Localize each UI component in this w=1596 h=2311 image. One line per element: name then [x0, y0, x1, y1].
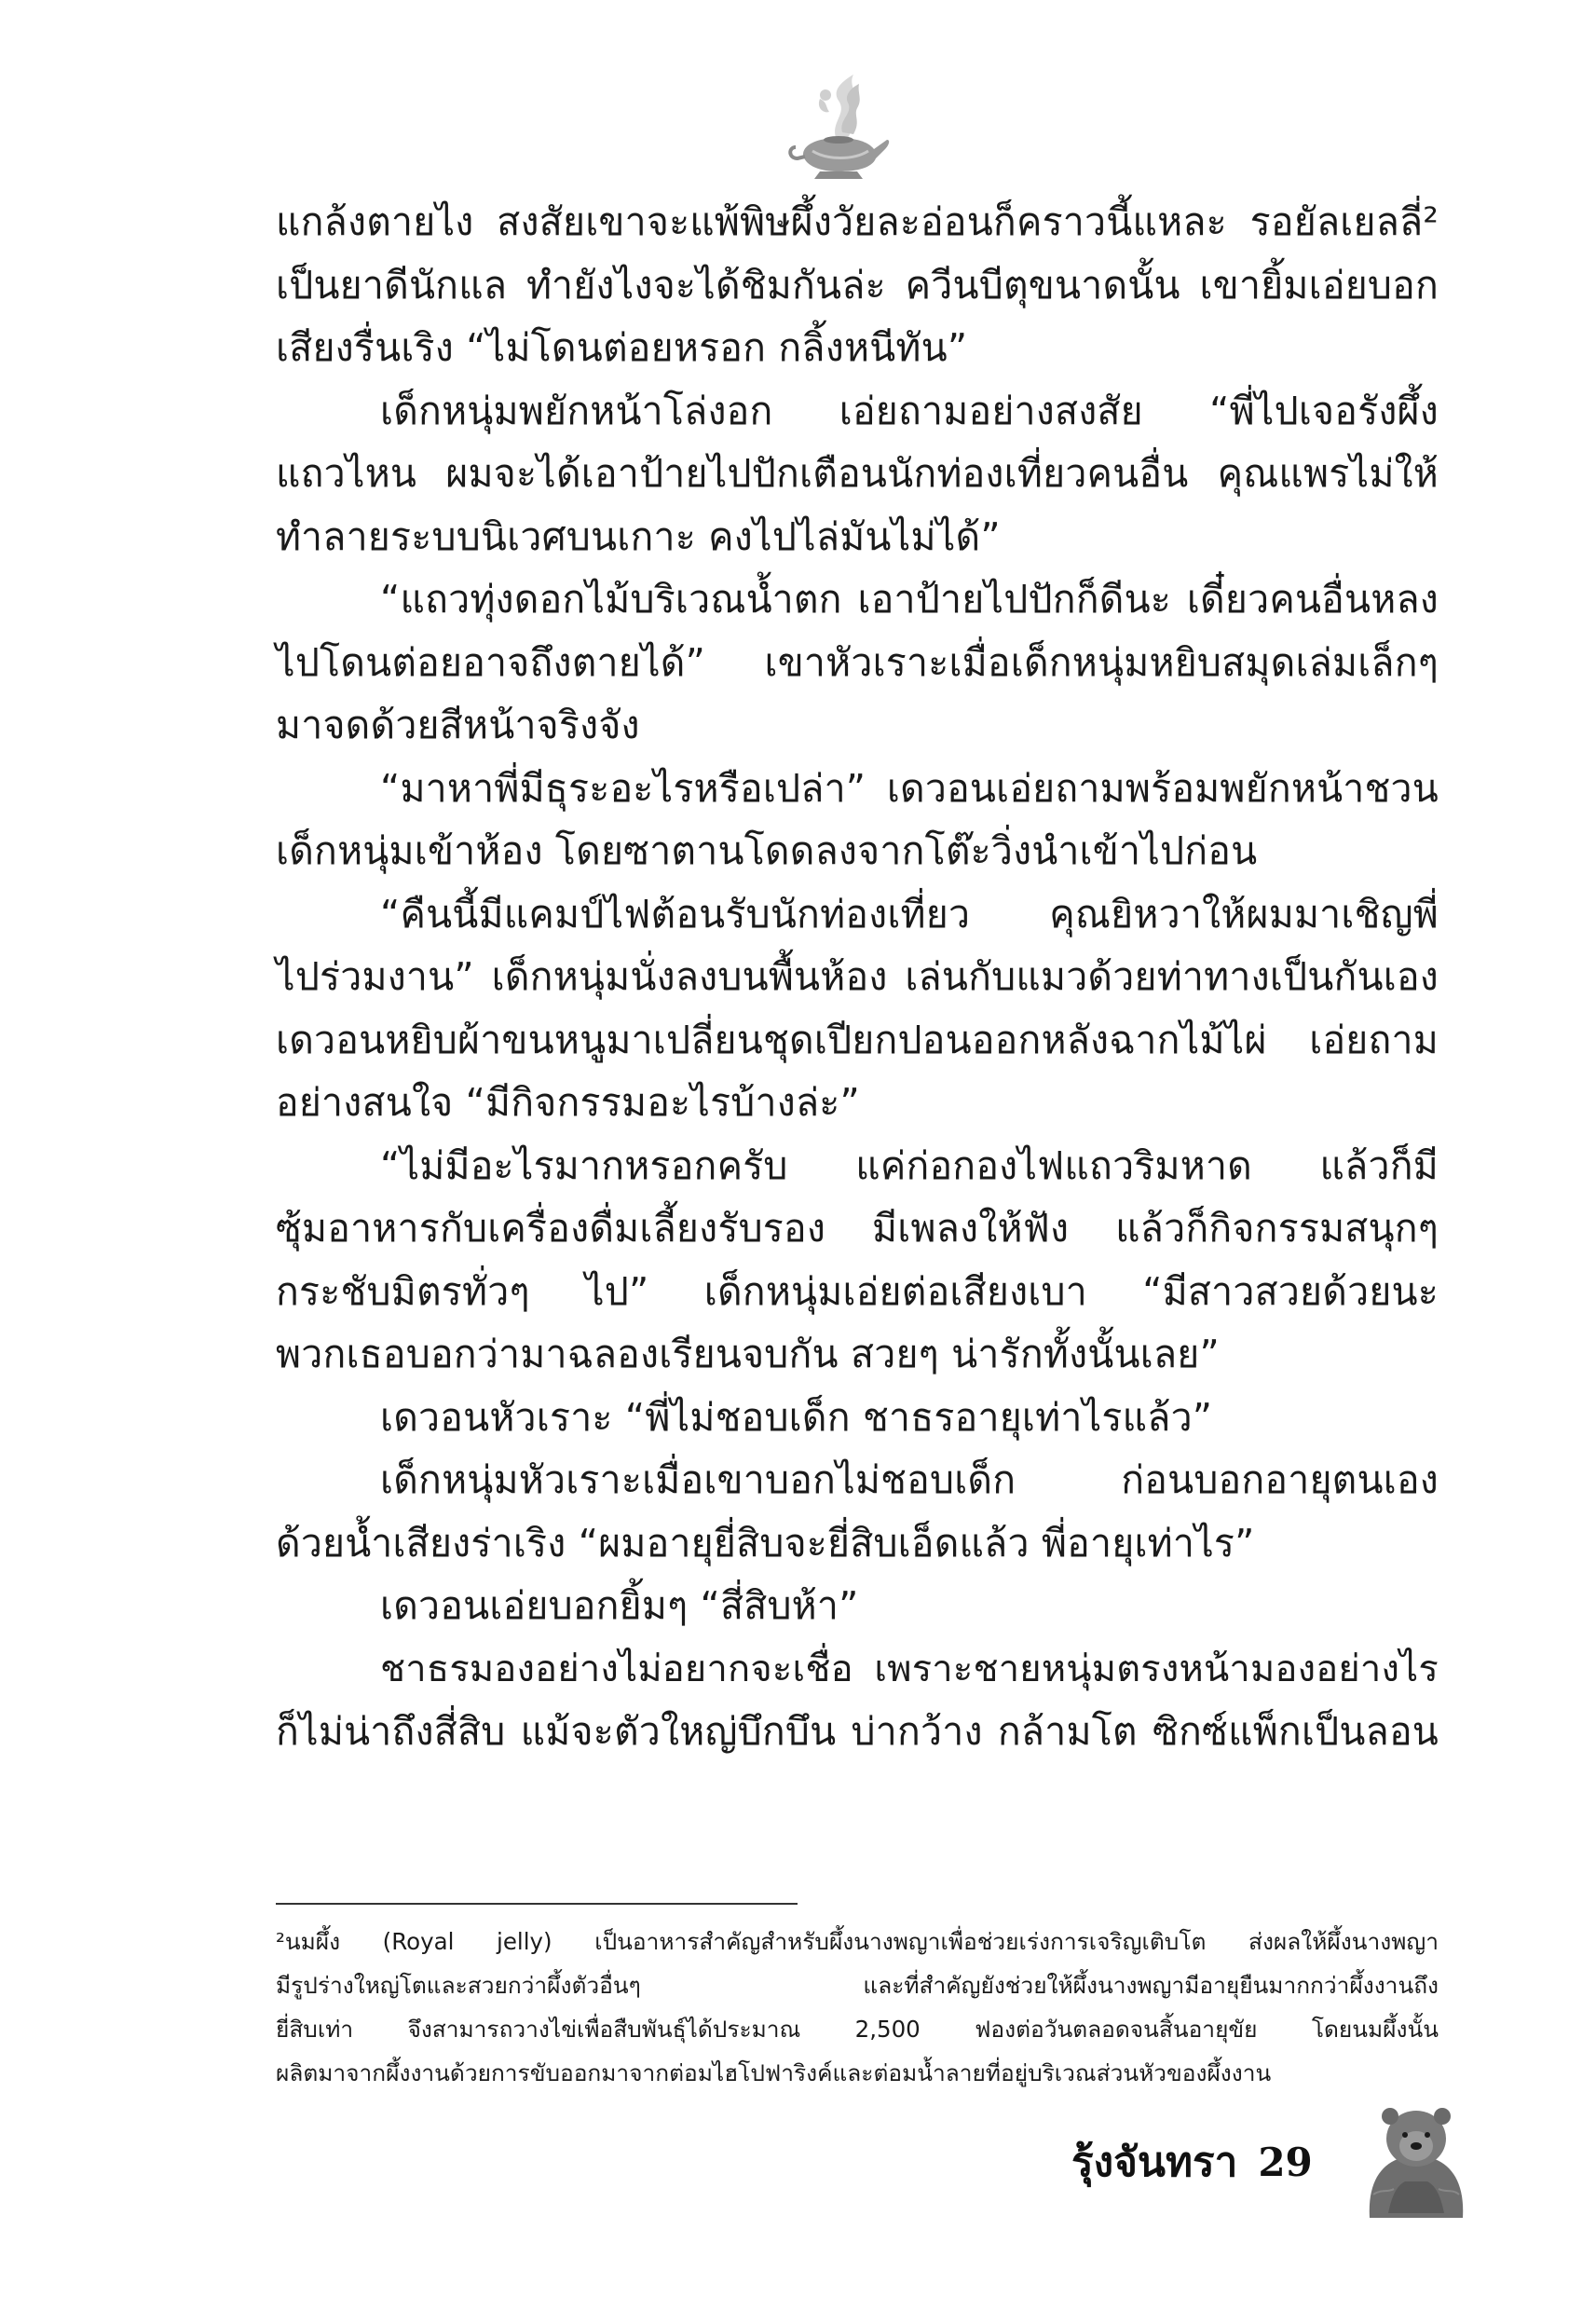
text-line: ชาธรมองอย่างไม่อยากจะเชื่อ เพราะชายหนุ่มตรงหน้ามองอย่างไร — [380, 1647, 1439, 1690]
footnote-divider — [276, 1903, 798, 1905]
footnote-line: มีรูปร่างใหญ่โตและสวยกว่าผึ้งตัวอื่นๆ และที่สำคัญยังช่วยให้ผึ้งนางพญามีอายุยืนมากกว่าผึ้งงานถึง — [276, 1972, 1439, 1999]
text-line: ด้วยน้ำเสียงร่าเริง “ผมอายุยี่สิบจะยี่สิบเอ็ดแล้ว พี่อายุเท่าไร” — [276, 1520, 1255, 1566]
text-line: เดวอนหัวเราะ “พี่ไม่ชอบเด็ก ชาธรอายุเท่าไรแล้ว” — [380, 1394, 1213, 1440]
text-line: ซุ้มอาหารกับเครื่องดื่มเลี้ยงรับรอง มีเพลงให้ฟัง แล้วก็กิจกรรมสนุกๆ — [276, 1206, 1439, 1251]
page-footer — [1071, 2125, 1313, 2199]
text-line: กระชับมิตรทั่วๆ ไป” เด็กหนุ่มเอ่ยต่อเสียงเบา “มีสาวสวยด้วยนะ — [276, 1268, 1439, 1314]
text-line: “แถวทุ่งดอกไม้บริเวณน้ำตก เอาป้ายไปปักก็ดีนะ เดี๋ยวคนอื่นหลง — [380, 577, 1439, 622]
text-line: เด็กหนุ่มเข้าห้อง โดยซาตานโดดลงจากโต๊ะวิ่งนำเข้าไปก่อน — [276, 828, 1258, 873]
book-title: รุ้งจันทรา — [1071, 2139, 1238, 2186]
text-line: อย่างสนใจ “มีกิจกรรมอะไรบ้างล่ะ” — [276, 1080, 860, 1125]
footnote-line: ผลิตมาจากผึ้งงานด้วยการขับออกมาจากต่อมไฮโปฟาริงค์และต่อมน้ำลายที่อยู่บริเวณส่วนหัวของผึ้งงาน — [276, 2059, 1272, 2086]
text-line: มาจดด้วยสีหน้าจริงจัง — [276, 703, 640, 747]
footnote-block — [276, 1920, 1439, 2095]
text-line: แถวไหน ผมจะได้เอาป้ายไปปักเตือนนักท่องเที่ยวคนอื่น คุณแพรไม่ให้ — [276, 451, 1439, 496]
text-line: ไปร่วมงาน” เด็กหนุ่มนั่งลงบนพื้นห้อง เล่นกับแมวด้วยท่าทางเป็นกันเอง — [276, 954, 1439, 999]
text-line: เดวอนเอ่ยบอกยิ้มๆ “สี่สิบห้า” — [380, 1583, 859, 1628]
text-line: พวกเธอบอกว่ามาฉลองเรียนจบกัน สวยๆ น่ารักทั้งนั้นเลย” — [276, 1332, 1220, 1376]
text-line: ไปโดนต่อยอาจถึงตายได้” เขาหัวเราะเมื่อเด็กหนุ่มหยิบสมุดเล่มเล็กๆ — [276, 639, 1439, 685]
footnote-line: ยี่สิบเท่า จึงสามารถวางไข่เพื่อสืบพันธุ์ได้ประมาณ 2,500 ฟองต่อวันตลอดจนสิ้นอายุขัย โดยนมผึ้งนั้น — [276, 2016, 1439, 2043]
text-line: ก็ไม่น่าถึงสี่สิบ แม้จะตัวใหญ่บึกบึน บ่ากว้าง กล้ามโต ซิกซ์แพ็กเป็นลอน — [276, 1709, 1439, 1754]
text-line: แกล้งตายไง สงสัยเขาจะแพ้พิษผึ้งวัยละอ่อนก็คราวนี้แหละ รอยัลเยลลี่² — [276, 199, 1439, 244]
page-number: 29 — [1258, 2139, 1313, 2185]
text-line: ทำลายระบบนิเวศบนเกาะ คงไปไล่มันไม่ได้” — [276, 513, 1001, 559]
genie-lamp-icon — [783, 67, 894, 188]
text-line: เดวอนหยิบผ้าขนหนูมาเปลี่ยนชุดเปียกปอนออกหลังฉากไม้ไผ่ เอ่ยถาม — [276, 1017, 1439, 1062]
bear-icon — [1360, 2092, 1472, 2218]
text-line: เด็กหนุ่มพยักหน้าโล่งอก เอ่ยถามอย่างสงสัย “พี่ไปเจอรังผึ้ง — [380, 388, 1439, 433]
text-line: เสียงรื่นเริง “ไม่โดนต่อยหรอก กลิ้งหนีทัน” — [276, 325, 968, 370]
text-line: “มาหาพี่มีธุระอะไรหรือเปล่า” เดวอนเอ่ยถามพร้อมพยักหน้าชวน — [380, 765, 1439, 811]
text-line: “คืนนี้มีแคมป์ไฟต้อนรับนักท่องเที่ยว คุณยิหวาให้ผมมาเชิญพี่ — [380, 891, 1439, 937]
text-line: เด็กหนุ่มหัวเราะเมื่อเขาบอกไม่ชอบเด็ก ก่อนบอกอายุตนเอง — [380, 1457, 1439, 1502]
body-text — [276, 191, 1439, 1764]
text-line: เป็นยาดีนักแล ทำยังไงจะได้ชิมกันล่ะ ควีนบีตุขนาดนั้น เขายิ้มเอ่ยบอก — [276, 262, 1439, 308]
footnote-line: ²นมผึ้ง (Royal jelly) เป็นอาหารสำคัญสำหรับผึ้งนางพญาเพื่อช่วยเร่งการเจริญเติบโต ส่งผลให้ผึ้งนางพญา — [276, 1928, 1439, 1955]
text-line: “ไม่มีอะไรมากหรอกครับ แค่ก่อกองไฟแถวริมหาด แล้วก็มี — [380, 1142, 1439, 1188]
